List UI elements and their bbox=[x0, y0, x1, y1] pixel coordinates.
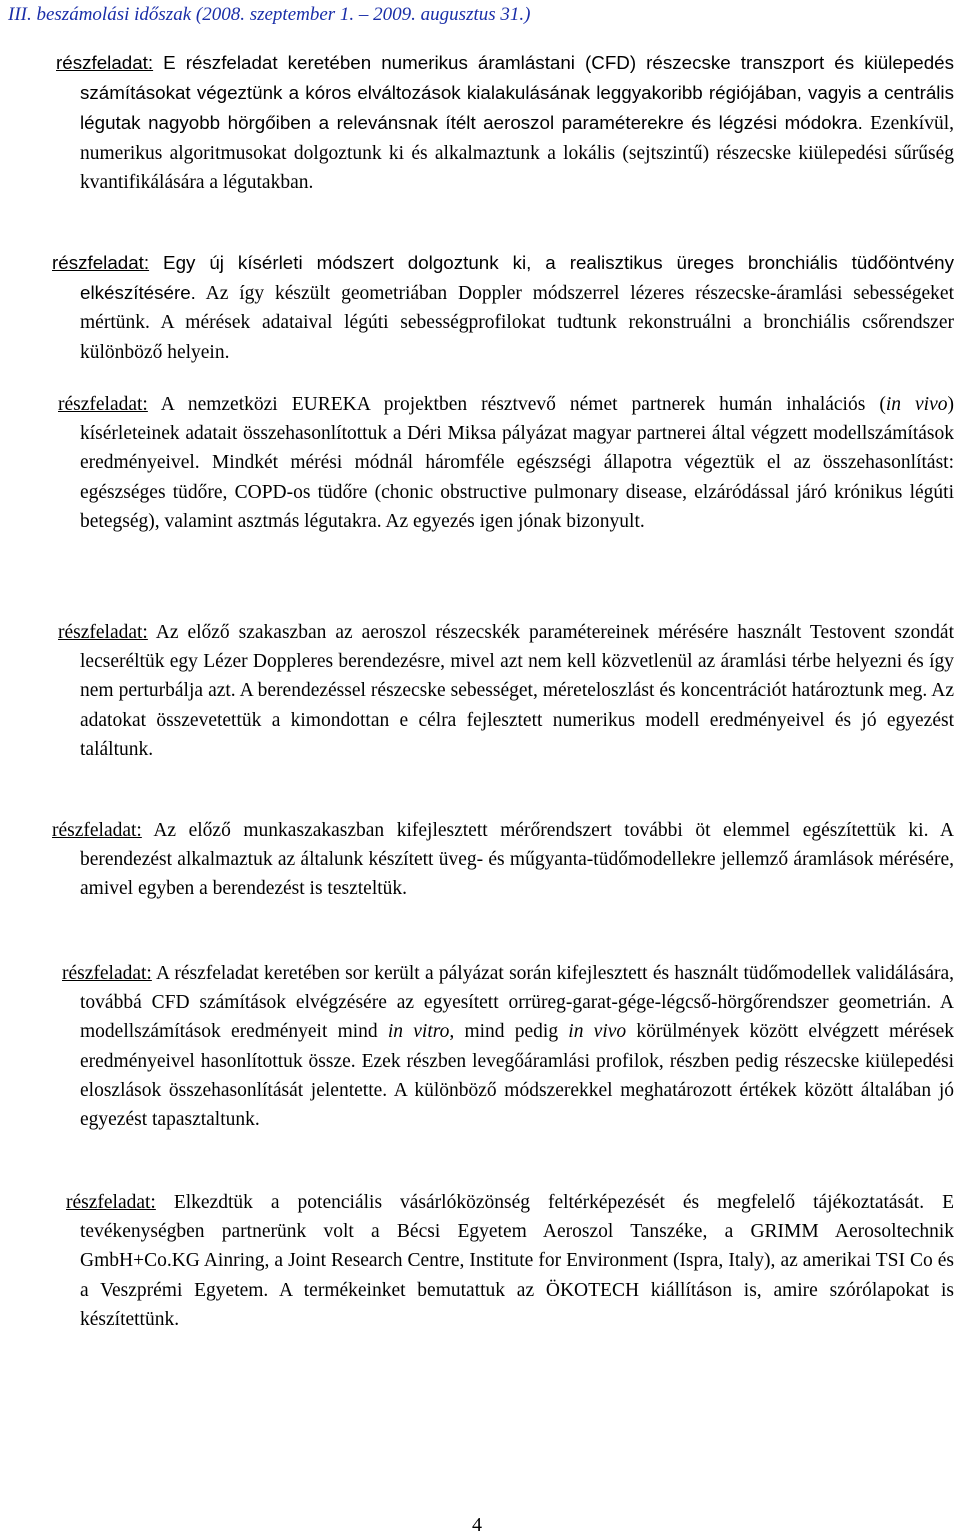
section-text-italic: in vivo bbox=[885, 394, 948, 415]
section-3-11 bbox=[6, 1188, 954, 1334]
section-text: mind pedig bbox=[454, 1021, 569, 1043]
section-number bbox=[6, 959, 62, 988]
section-label: részfeladat: bbox=[52, 820, 142, 841]
section-label: részfeladat: bbox=[52, 252, 150, 273]
section-text: Az előző munkaszakaszban kifejlesztett mérőrendszert további öt elemmel egészítettük ki. A berendezést alkalmaztuk az általunk készített üveg- és műgyanta-tüdőmodellekre jellemző áramlások mérésére, amivel egyben a berendezést is teszteltük. bbox=[80, 820, 954, 900]
section-text: E részfeladat keretében numerikus áramlástani (CFD) részecske transzport és kiülepedés számításokat végeztünk a kóros elváltozások kialakulásának leggyakoribb régiójában, vagyis a centrális légutak nagyobb hörgőiben a relevánsnak ítélt aeroszol paraméterekre és légzési módokra. bbox=[80, 52, 954, 134]
section-text: ) kísérleteinek adatait összehasonlítottuk a Déri Miksa pályázat magyar partnerei által végzett modellszámítások eredményeivel. Mindkét mérési módnál háromféle egészségi állapotra végeztük el az összehasonlítást: egészséges tüdőre, COPD-os tüdőre (chonic obstructive pulmonary disease, elzáródással járó krónikus légúti betegség), valamint asztmás légutakra. Az egyezés igen jónak bizonyult. bbox=[80, 394, 954, 532]
section-number bbox=[6, 816, 52, 845]
section-3-8 bbox=[6, 618, 954, 764]
section-label: részfeladat: bbox=[58, 394, 148, 415]
section-text: A nemzetközi EUREKA projektben résztvevő német partnerek humán inhalációs ( bbox=[147, 394, 886, 415]
section-label: részfeladat: bbox=[66, 1192, 156, 1213]
section-number bbox=[6, 49, 56, 78]
section-text: Ezenkívül, numerikus algoritmusokat dolgoztunk ki és alkalmaztunk a lokális (sejtszintű) részecske kiülepedési sűrűség kvantifikálására a légutakban. bbox=[80, 113, 954, 193]
section-number bbox=[6, 1188, 66, 1217]
section-text: Az előző szakaszban az aeroszol részecskék paramétereinek mérésére használt Testovent szondát lecseréltük egy Lézer Doppleres berendezésre, mivel azt nem kell közvetlenül az áramlási térbe helyezni és így nem perturbálja azt. A berendezéssel részecske sebességet, méreteloszlást és koncentrációt határoztunk meg. Az adatokat összevetettük a kimondottan e célra fejlesztett numerikus modell eredményeivel és jó egyezést találtunk. bbox=[80, 622, 954, 760]
section-number bbox=[6, 618, 58, 647]
section-3-9 bbox=[6, 816, 954, 904]
section-3-5 bbox=[6, 48, 954, 197]
section-text: Elkezdtük a potenciális vásárlóközönség feltérképezését és megfelelő tájékoztatását. E tevékenységben partnerünk volt a Bécsi Egyetem Aeroszol Tanszéke, a GRIMM Aerosoltechnik GmbH+Co.KG Ainring, a Joint Research Centre, Institute for Environment (Ispra, Italy), az amerikai TSI Co és a Veszprémi Egyetem. A termékeinket bemutattuk az ÖKOTECH kiállításon is, amire szórólapokat is készítettünk. bbox=[80, 1192, 954, 1330]
section-text-italic: in vivo bbox=[568, 1021, 627, 1043]
page-header: III. beszámolási időszak (2008. szeptember 1. – 2009. augusztus 31.) bbox=[8, 4, 531, 25]
section-text: A részfeladat keretében sor került a pályázat során kifejlesztett és használt tüdőmodellek validálására, továbbá CFD számítások elvégzésére az egyesített orrüreg-garat-gége-légcső-hörgőrendszer geometrián. A modellszámítások eredményeit mind bbox=[80, 963, 954, 1043]
section-label: részfeladat: bbox=[56, 52, 154, 73]
section-3-10 bbox=[6, 959, 954, 1134]
section-text-italic: in vitro, bbox=[387, 1021, 455, 1043]
section-text: körülmények között elvégzett mérések eredményeivel hasonlítottuk össze. Ezek részben levegőáramlási profilok, részben pedig részecske kiülepedési eloszlások összehasonlítását jelentette. A különböző módszerekkel meghatározott értékek között általában jó egyezést tapasztaltunk. bbox=[80, 1021, 954, 1131]
section-3-6 bbox=[6, 248, 954, 367]
section-number bbox=[6, 390, 58, 419]
section-label: részfeladat: bbox=[62, 963, 152, 984]
page-number: 4 bbox=[472, 1514, 482, 1536]
section-number bbox=[6, 249, 52, 278]
section-3-7 bbox=[6, 390, 954, 536]
section-text: Egy új kísérleti módszert dolgoztunk ki, a realisztikus üreges bronchiális tüdőöntvény elkészítésére. bbox=[80, 252, 954, 304]
section-label: részfeladat: bbox=[58, 622, 148, 643]
section-text: Az így készült geometriában Doppler módszerrel lézeres részecske-áramlási sebességeket mértünk. A mérések adataival légúti sebességprofilokat tudtunk rekonstruálni a bronchiális csőrendszer különböző helyein. bbox=[80, 283, 954, 363]
